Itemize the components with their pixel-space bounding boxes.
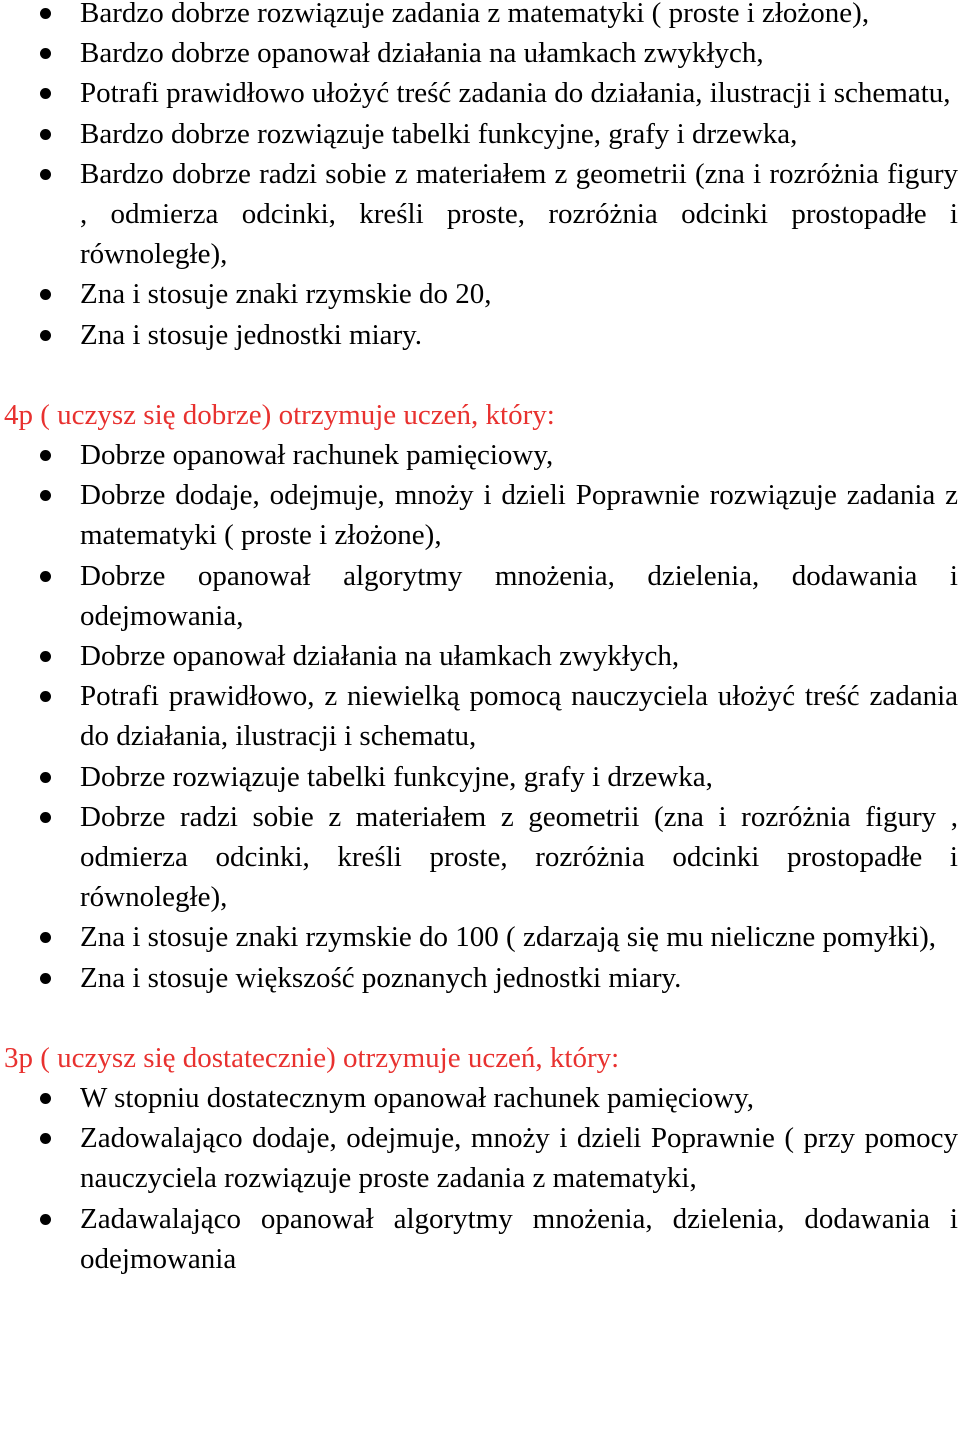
grade-heading: 3p ( uczysz się dostatecznie) otrzymuje uczeń, który: bbox=[4, 1041, 620, 1074]
list-item: Bardzo dobrze rozwiązuje tabelki funkcyjne, grafy i drzewka, bbox=[0, 114, 960, 154]
list-item: Bardzo dobrze opanował działania na ułamkach zwykłych, bbox=[0, 33, 960, 73]
list-item: Bardzo dobrze rozwiązuje zadania z matematyki ( proste i złożone), bbox=[0, 0, 960, 33]
list-item: Potrafi prawidłowo ułożyć treść zadania do działania, ilustracji i schematu, bbox=[0, 73, 960, 113]
list-item: Dobrze opanował rachunek pamięciowy, bbox=[0, 435, 960, 475]
criteria-list bbox=[0, 435, 960, 998]
grade-section-4p bbox=[0, 395, 960, 998]
list-item: Dobrze opanował działania na ułamkach zwykłych, bbox=[0, 636, 960, 676]
list-item: Dobrze opanował algorytmy mnożenia, dzielenia, dodawania i odejmowania, bbox=[0, 556, 960, 636]
grade-section-5p-continued bbox=[0, 0, 960, 355]
list-item: Potrafi prawidłowo, z niewielką pomocą nauczyciela ułożyć treść zadania do działania, ilustracji i schematu, bbox=[0, 676, 960, 756]
criteria-list bbox=[0, 0, 960, 355]
section-spacer bbox=[0, 998, 960, 1038]
list-item: Dobrze dodaje, odejmuje, mnoży i dzieli Poprawnie rozwiązuje zadania z matematyki ( proste i złożone), bbox=[0, 475, 960, 555]
criteria-list bbox=[0, 1078, 960, 1279]
list-item: Zna i stosuje znaki rzymskie do 20, bbox=[0, 274, 960, 314]
list-item: Dobrze radzi sobie z materiałem z geometrii (zna i rozróżnia figury , odmierza odcinki, kreśli proste, rozróżnia odcinki prostopadłe i równoległe), bbox=[0, 797, 960, 918]
list-item: Zna i stosuje jednostki miary. bbox=[0, 315, 960, 355]
grade-section-3p bbox=[0, 1038, 960, 1279]
list-item: Dobrze rozwiązuje tabelki funkcyjne, grafy i drzewka, bbox=[0, 757, 960, 797]
list-item: Zadawalająco opanował algorytmy mnożenia, dzielenia, dodawania i odejmowania bbox=[0, 1199, 960, 1279]
list-item: Zadowalająco dodaje, odejmuje, mnoży i dzieli Poprawnie ( przy pomocy nauczyciela rozwiązuje proste zadania z matematyki, bbox=[0, 1118, 960, 1198]
section-spacer bbox=[0, 355, 960, 395]
grade-heading: 4p ( uczysz się dobrze) otrzymuje uczeń, który: bbox=[4, 398, 555, 431]
list-item: W stopniu dostatecznym opanował rachunek pamięciowy, bbox=[0, 1078, 960, 1118]
list-item: Bardzo dobrze radzi sobie z materiałem z geometrii (zna i rozróżnia figury , odmierza odcinki, kreśli proste, rozróżnia odcinki prostopadłe i równoległe), bbox=[0, 154, 960, 275]
list-item: Zna i stosuje większość poznanych jednostki miary. bbox=[0, 958, 960, 998]
list-item: Zna i stosuje znaki rzymskie do 100 ( zdarzają się mu nieliczne pomyłki), bbox=[0, 917, 960, 957]
